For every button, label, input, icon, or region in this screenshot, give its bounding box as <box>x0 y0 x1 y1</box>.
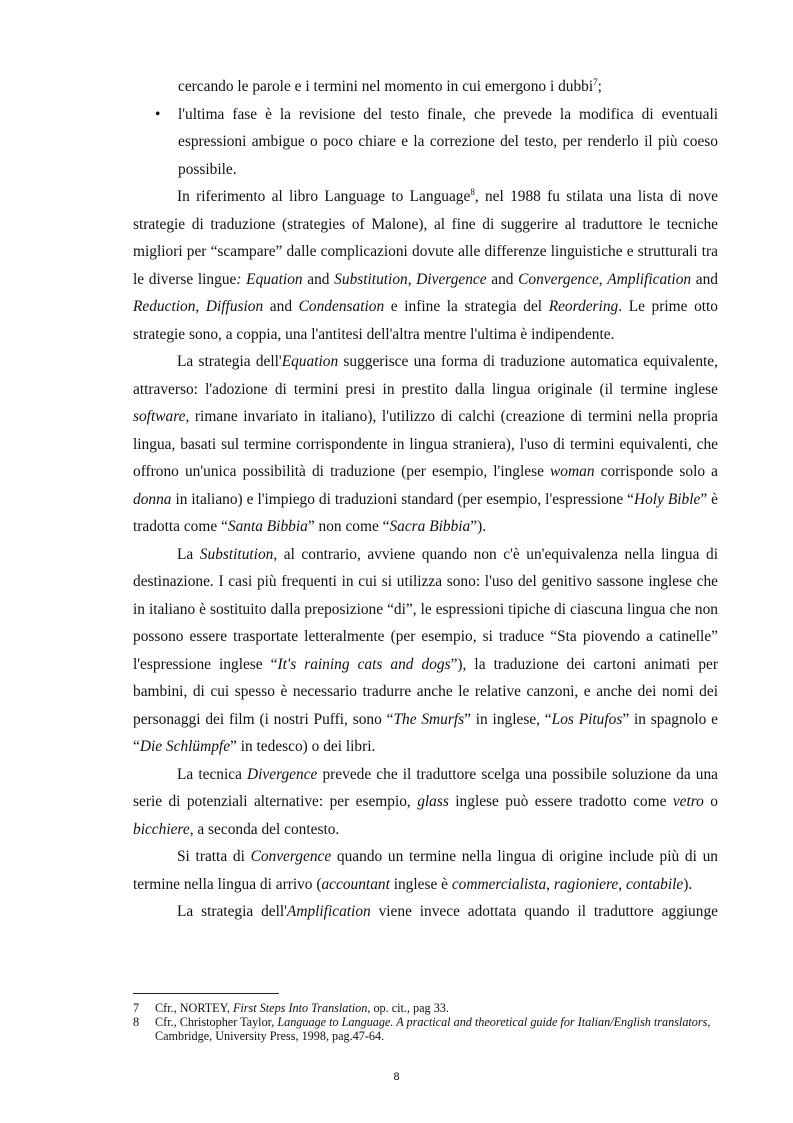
term-reduction: Reduction <box>133 298 196 315</box>
footnote-8: 8 Cfr., Christopher Taylor, Language to Language. A practical and theoretical guide for Italian/English translators, Cambridge, University Press, 1998, pag.47-64. <box>133 1015 711 1043</box>
term-condensation: Condensation <box>298 298 385 315</box>
paragraph-divergence: La tecnica Divergence prevede che il traduttore scelga una possibile soluzione da una serie di potenziali alternative: per esempio, glass inglese può essere tradotto come vetro o bicchiere, a seconda del contesto. <box>133 765 718 838</box>
page-body <box>133 73 718 926</box>
paragraph-convergence: Si tratta di Convergence quando un termine nella lingua di origine include più di un termine nella lingua di arrivo (accountant inglese è commercialista, ragioniere, contabile). <box>133 848 718 893</box>
term-divergence: Divergence <box>416 270 487 288</box>
term-convergence: Convergence <box>518 270 599 288</box>
page-number: 8 <box>393 1071 400 1083</box>
term-substitution: Substitution <box>334 270 408 288</box>
footnote-number: 8 <box>133 1015 140 1029</box>
bullet-item <box>133 101 718 184</box>
footnote-ref-8[interactable]: 8 <box>470 187 475 197</box>
footnote-separator <box>133 993 279 994</box>
footnote-title: First Steps Into Translation <box>232 1001 368 1015</box>
bullet-continuation-text: cercando le parole e i termini nel momento in cui emergono i dubbi <box>178 78 594 95</box>
paragraph-equation: La strategia dell'Equation suggerisce una forma di traduzione automatica equivalente, attraverso: l'adozione di termini presi in prestito dalla lingua originale (il termine inglese software, rimane invariato in italiano), l'utilizzo di calchi (creazione di termini nella propria lingua, basati sul termine corrispondente in lingua straniera), l'uso di termini equivalenti, che offrono un'unica possibilità di traduzione (per esempio, l'inglese woman corrisponde solo a donna in italiano) e l'impiego di traduzioni standard (per esempio, l'espressione “Holy Bible” è tradotta come “Santa Bibbia” non come “Sacra Bibbia”). <box>133 353 718 535</box>
bullet-item-text: l'ultima fase è la revisione del testo finale, che prevede la modifica di eventuali espressioni ambigue o poco chiare e la correzione del testo, per renderlo il più coeso possibile. <box>178 105 718 178</box>
term-amplification: Amplification <box>607 270 692 288</box>
footnote-number: 7 <box>133 1001 140 1015</box>
term-reordering: Reordering <box>548 298 619 315</box>
bullet-continuation: cercando le parole e i termini nel momento in cui emergono i dubbi$^7$; <box>178 77 602 95</box>
footnotes <box>133 993 718 1043</box>
footnote-ref-7[interactable]: 7 <box>593 77 598 87</box>
footnote-7: 7 Cfr., NORTEY, First Steps Into Translation, op. cit., pag 33. <box>133 1001 449 1015</box>
paragraph-strategies-intro: In riferimento al libro Language to Language$^8$, nel 1988 fu stilata una lista di nove strategie di traduzione (strategies of Malone), al fine di suggerire al traduttore le tecniche migliori per “scampare” dalle complicazioni dovute alle differenze linguistiche e strutturali tra le diverse lingue: Equation and Substitution, Divergence and Convergence, Amplification and Reduction, Diffusion and Condensation e infine la strategia del Reordering. Le prime otto strategie sono, a coppia, una l'antitesi dell'altra mentre l'ultima è indipendente. <box>133 187 719 343</box>
term-equation: Equation <box>246 270 303 288</box>
term-diffusion: Diffusion <box>205 298 264 315</box>
footnote-title: Language to Language. A practical and theoretical guide for Italian/English translators <box>277 1015 708 1029</box>
bullet-icon: • <box>155 105 161 123</box>
paragraph-amplification: La strategia dell'Amplification viene invece adottata quando il traduttore aggiunge <box>177 903 718 920</box>
paragraph-substitution: La Substitution, al contrario, avviene quando non c'è un'equivalenza nella lingua di destinazione. I casi più frequenti in cui si utilizza sono: l'uso del genitivo sassone inglese che in italiano è sostituito dalla preposizione “di”, le espressioni tipiche di ciascuna lingua che non possono essere trasportate letteralmente (per esempio, si traduce “Sta piovendo a catinelle” l'espressione inglese “It's raining cats and dogs”), la traduzione dei cartoni animati per bambini, di cui spesso è necessario tradurre anche le relative canzoni, e anche dei nomi dei personaggi dei film (i nostri Puffi, sono “The Smurfs” in inglese, “Los Pitufos” in spagnolo e “Die Schlümpfe” in tedesco) o dei libri. <box>133 545 719 755</box>
